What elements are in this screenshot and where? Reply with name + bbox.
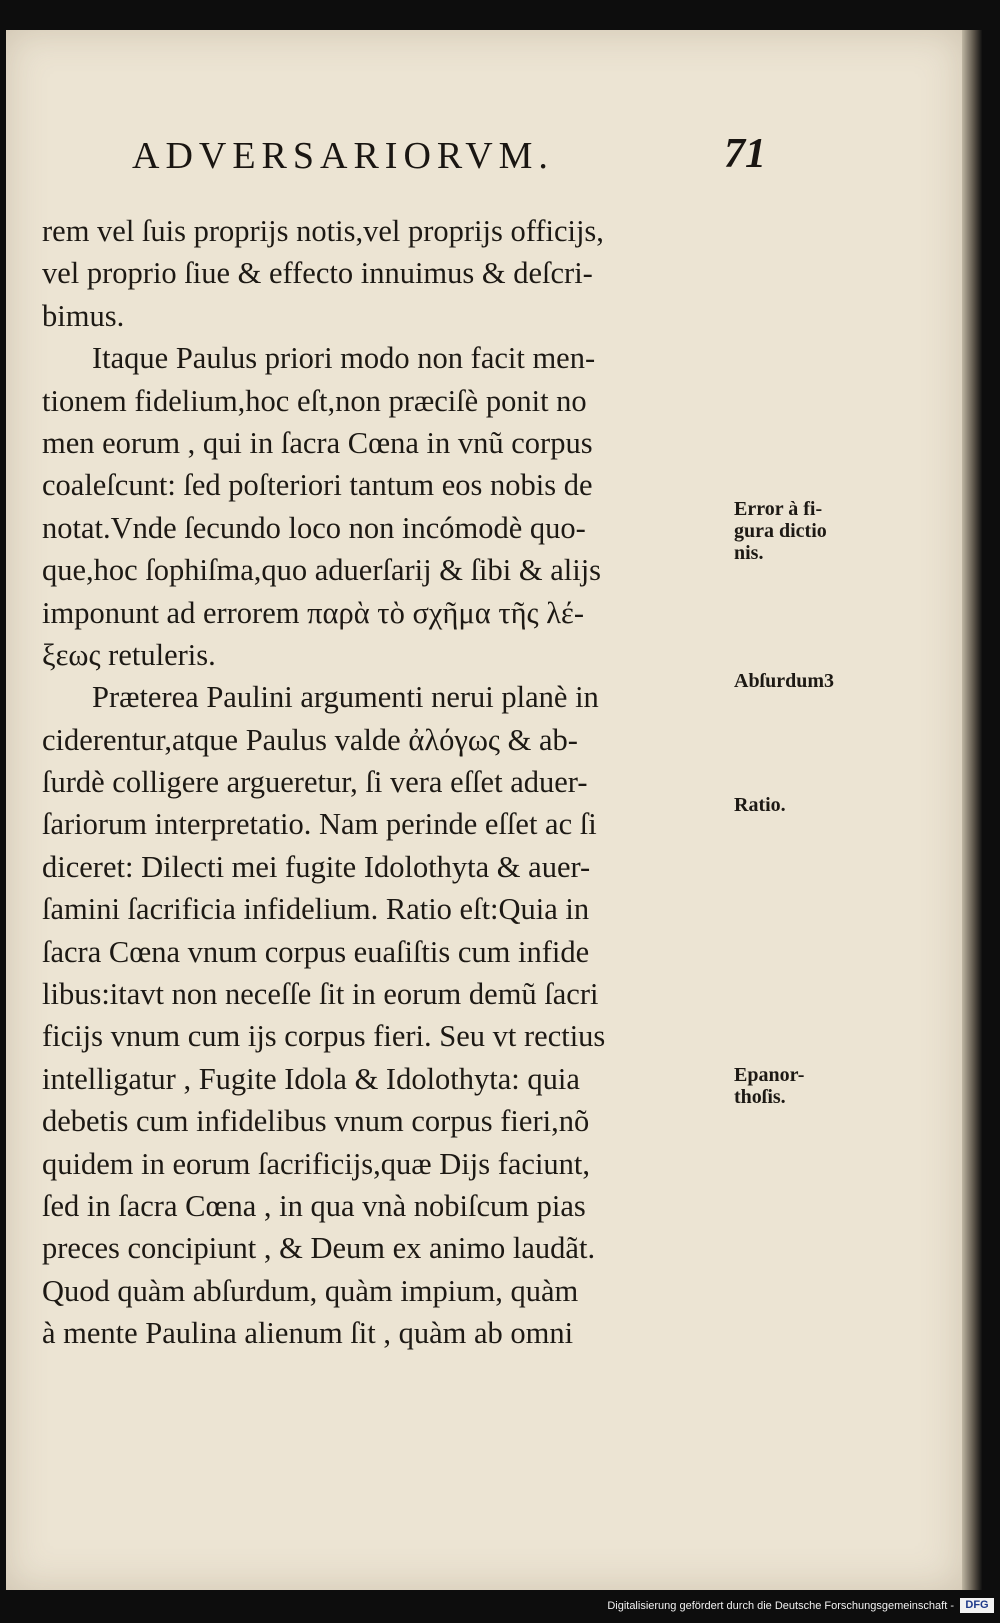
marginal-line: Abſurdum3	[734, 670, 835, 692]
marginal-line: Epanor-	[734, 1064, 805, 1086]
text-line: ſed in ſacra Cœna , in qua vnà nobiſcum pias	[42, 1188, 586, 1223]
text-line: diceret: Dilecti mei fugite Idolothyta & auer-	[42, 849, 591, 884]
text-line: notat.Vnde ſecundo loco non incómodè quo-	[42, 510, 586, 545]
text-line: à mente Paulina alienum ſit , quàm ab omni	[42, 1316, 574, 1351]
text-line: rem vel ſuis proprijs notis,vel proprijs officijs,	[42, 214, 604, 248]
text-line: que,hoc ſophiſma,quo aduerſarij & ſibi & alijs	[42, 553, 602, 588]
marginal-line: Error à fi-	[734, 498, 823, 520]
body-text	[42, 210, 742, 1355]
digitization-credit: Digitalisierung gefördert durch die Deutsche Forschungsgemeinschaft -	[607, 1600, 954, 1612]
text-line: tionem fidelium,hoc eſt,non præciſè ponit no	[42, 383, 587, 418]
text-line: ſariorum interpretatio. Nam perinde eſſet ac ſi	[42, 807, 597, 842]
marginal-note-error	[734, 498, 827, 564]
text-line: coaleſcunt: ſed poſteriori tantum eos nobis de	[42, 468, 593, 503]
footer	[0, 1590, 1000, 1623]
text-line: ſamini ſacrificia infidelium. Ratio eſt:Quia in	[42, 892, 590, 927]
marginal-note-ratio	[734, 794, 786, 816]
marginal-line: Ratio.	[734, 794, 786, 816]
text-line: ξεως retuleris.	[42, 637, 216, 672]
running-title: ADVERSARIORVM.	[132, 135, 554, 177]
marginal-note-absurdum	[734, 670, 834, 692]
page-edge	[962, 30, 982, 1590]
text-line: Præterea Paulini argumenti nerui planè in	[92, 680, 599, 715]
text-line: ſurdè colligere argueretur, ſi vera eſſet aduer-	[42, 765, 588, 800]
text-line: quidem in eorum ſacrificijs,quæ Dijs faciunt,	[42, 1146, 591, 1181]
text-line: men eorum , qui in ſacra Cœna in vnũ corpus	[42, 425, 593, 460]
marginal-line: nis.	[734, 542, 764, 564]
text-line: bimus.	[42, 298, 125, 333]
text-line: intelligatur , Fugite Idola & Idolothyta: quia	[42, 1061, 580, 1096]
marginal-line: thoſis.	[734, 1086, 786, 1108]
text-line: ſacra Cœna vnum corpus euaſiſtis cum infide	[42, 934, 590, 969]
running-head	[126, 130, 766, 190]
text-line: libus:itavt non neceſſe ſit in eorum demũ ſacri	[42, 977, 599, 1012]
text-line: preces concipiunt , & Deum ex animo laudãt.	[42, 1231, 596, 1266]
text-line: ciderentur,atque Paulus valde ἀλόγως & ab-	[42, 722, 578, 757]
text-line: vel proprio ſiue & effecto innuimus & deſcri-	[42, 256, 593, 291]
dfg-logo: DFG	[960, 1598, 994, 1613]
book-page	[6, 30, 965, 1590]
marginal-line: gura dictio	[734, 520, 827, 542]
page-number: 71	[724, 131, 766, 177]
text-line: imponunt ad errorem παρὰ τὸ σχῆμα τῆς λέ-	[42, 595, 584, 630]
text-line: debetis cum infidelibus vnum corpus fieri,nõ	[42, 1104, 590, 1139]
text-line: ficijs vnum cum ijs corpus fieri. Seu vt rectius	[42, 1019, 606, 1054]
marginal-note-epanorthosis	[734, 1064, 804, 1108]
text-line: Itaque Paulus priori modo non facit men-	[92, 341, 596, 376]
text-line: Quod quàm abſurdum, quàm impium, quàm	[42, 1273, 579, 1308]
